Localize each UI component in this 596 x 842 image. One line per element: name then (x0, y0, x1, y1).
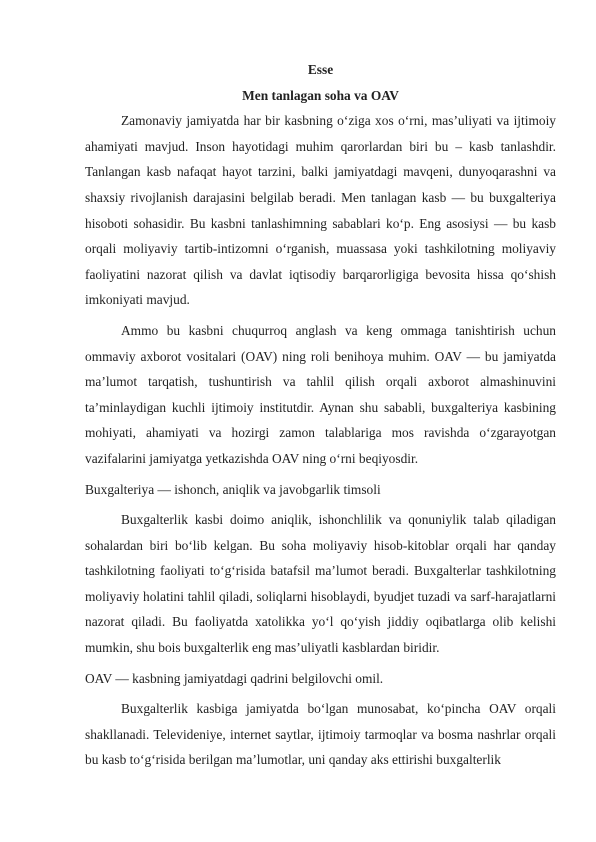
document-title: Esse (307, 62, 334, 77)
document-page (85, 57, 556, 773)
paragraph-accounting: Buxgalterlik kasbi doimo aniqlik, ishonchlilik va qonuniylik talab qiladigan sohalardan biri bo‘lib kelgan. Bu soha moliyaviy hisob-kitoblar orqali har qanday tashkilotning faoliyati to‘g‘risida batafsil ma’lumot beradi. Buxgalterlar tashkilotning moliyaviy holatini tahlil qiladi, soliqlarni hisoblaydi, byudjet tuzadi va sarf-harajatlarni nazorat qiladi. Bu faoliyatda xatolikka yo‘l qo‘yish jiddiy oqibatlarga olib kelishi mumkin, shu bois buxgalterlik eng mas’uliyatli kasblardan biridir. (85, 512, 556, 656)
section-heading-media: OAV — kasbning jamiyatdagi qadrini belgilovchi omil. (85, 670, 384, 686)
paragraph-media-role: Ammo bu kasbni chuqurroq anglash va keng ommaga tanishtirish uchun ommaviy axborot vositalari (OAV) ning roli benihoya muhim. OAV — bu jamiyatda ma’lumot tarqatish, tushuntirish va tahlil qilish orqali axborot almashinuvini ta’minlaydigan kuchli ijtimoiy institutdir. Aynan shu sababli, buxgalteriya kasbining mohiyati, ahamiyati va hozirgi zamon talablariga mos ravishda o‘zgarayotgan vazifalarini jamiyatga yetkazishda OAV ning o‘rni beqiyosdir. (85, 322, 556, 466)
paragraph-media-influence: Buxgalterlik kasbiga jamiyatda bo‘lgan munosabat, ko‘pincha OAV orqali shakllanadi. Televideniye, internet saytlar, ijtimoiy tarmoqlar va bosma nashrlar orqali bu kasb to‘g‘risida berilgan ma’lumotlar, uni qanday aks ettirishi buxgalterlik (85, 701, 556, 768)
document-subtitle: Men tanlagan soha va OAV (242, 87, 399, 103)
paragraph-intro: Zamonaviy jamiyatda har bir kasbning o‘ziga xos o‘rni, mas’uliyati va ijtimoiy ahamiyati mavjud. Inson hayotidagi muhim qarorlardan biri bu – kasb tanlashdir. Tanlangan kasb nafaqat hayot tarzini, balki jamiyatdagi mavqeni, dunyoqarashni va shaxsiy rivojlanish darajasini belgilab beradi. Men tanlagan kasb — bu buxgalteriya hisoboti sohasidir. Bu kasbni tanlashimning sabablari ko‘p. Eng asosiysi — bu kasb orqali moliyaviy tartib-intizomni o‘rganish, muassasa yoki tashkilotning moliyaviy faoliyatini nazorat qilish va davlat iqtisodiy barqarorligiga bevosita hissa qo‘shish imkoniyati mavjud. (85, 113, 556, 308)
section-heading-accounting: Buxgalteriya — ishonch, aniqlik va javobgarlik timsoli (85, 481, 381, 497)
